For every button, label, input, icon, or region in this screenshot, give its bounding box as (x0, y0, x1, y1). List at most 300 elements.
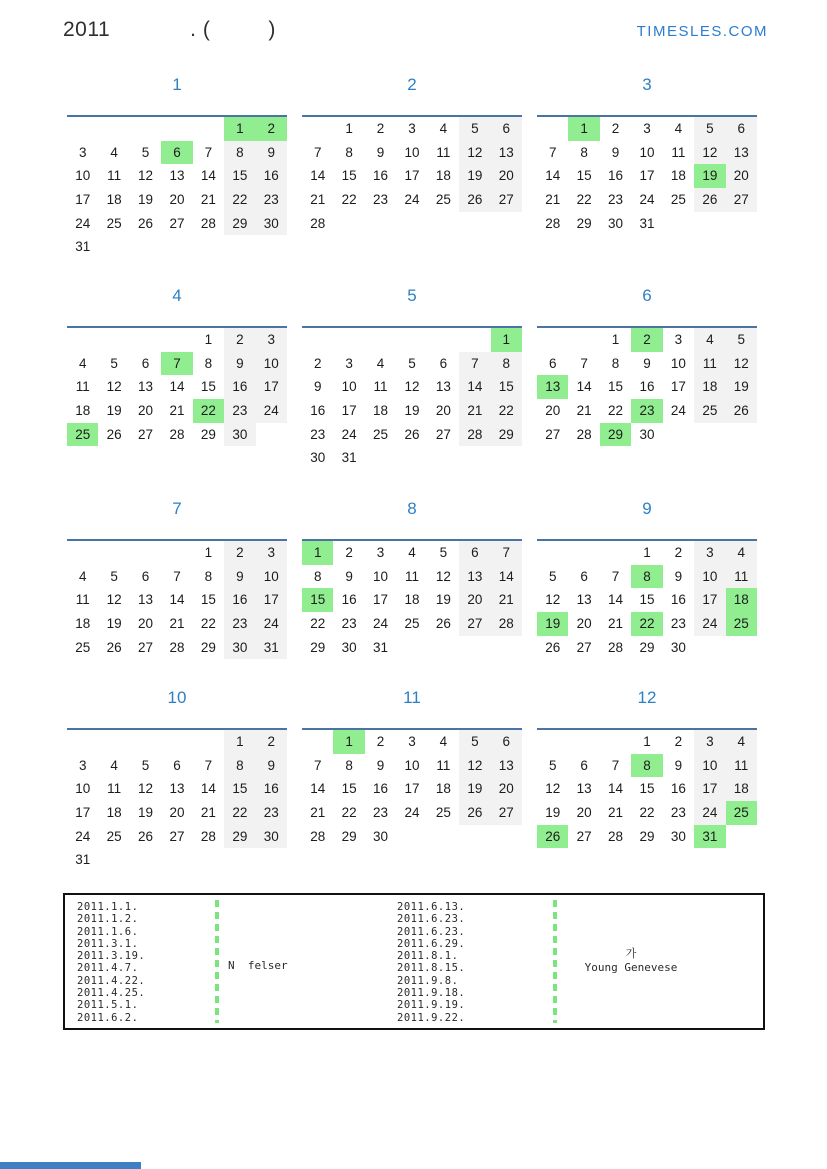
empty-cell (67, 730, 98, 754)
day-cell: 29 (600, 423, 631, 447)
day-cell: 23 (256, 188, 287, 212)
day-cell: 2 (631, 328, 662, 352)
day-cell: 20 (459, 588, 490, 612)
day-cell: 15 (639, 592, 655, 608)
day-cell: 4 (674, 121, 683, 136)
month-block-9 (537, 496, 757, 659)
day-cell: 12 (545, 592, 561, 608)
empty-cell (600, 541, 631, 565)
day-cell: 21 (200, 192, 216, 208)
day-cell: 5 (141, 144, 150, 160)
day-cell: 6 (491, 117, 522, 141)
empty-cell (98, 235, 129, 259)
day-cell: 5 (141, 757, 150, 773)
day-cell: 15 (302, 588, 333, 612)
day-cell: 23 (373, 192, 389, 208)
day-cell: 3 (78, 757, 87, 773)
day-cell: 23 (373, 805, 389, 821)
day-cell: 4 (78, 568, 87, 584)
day-cell: 2 (256, 117, 287, 141)
month-table (302, 728, 522, 848)
day-cell: 14 (608, 592, 624, 608)
day-cell: 18 (106, 805, 122, 821)
day-cell: 2 (611, 121, 620, 136)
day-cell: 24 (75, 215, 91, 231)
day-cell: 28 (310, 828, 326, 844)
day-cell: 7 (580, 355, 588, 371)
legend-label-right (561, 947, 701, 974)
day-cell: 3 (408, 121, 416, 136)
day-cell: 11 (436, 757, 451, 773)
day-cell: 24 (694, 612, 725, 636)
empty-cell (161, 117, 192, 141)
day-cell: 15 (341, 168, 357, 184)
day-cell: 14 (608, 781, 624, 797)
empty-cell (568, 730, 599, 754)
day-cell: 28 (200, 828, 216, 844)
day-cell: 30 (608, 215, 624, 231)
empty-cell (537, 117, 568, 141)
day-cell: 10 (694, 565, 725, 589)
legend-dashed-divider-left (215, 900, 219, 1023)
day-cell: 16 (256, 164, 287, 188)
month-title: 11 (403, 688, 421, 707)
day-cell: 30 (256, 825, 287, 849)
day-cell: 1 (302, 541, 333, 565)
day-cell: 30 (256, 212, 287, 236)
year-label: 2011 (63, 18, 111, 41)
day-cell: 18 (75, 616, 91, 632)
legend-date-line: 2011.8.1. (397, 950, 459, 963)
day-cell: 11 (107, 168, 122, 184)
day-cell: 18 (106, 192, 122, 208)
empty-cell (224, 235, 255, 259)
day-cell: 14 (545, 168, 561, 184)
empty-cell (302, 328, 333, 352)
day-cell: 22 (491, 399, 522, 423)
day-cell: 3 (643, 121, 651, 136)
empty-cell (130, 730, 161, 754)
day-cell: 11 (75, 592, 90, 608)
day-cell: 14 (169, 592, 185, 608)
day-cell: 21 (169, 616, 185, 632)
empty-cell (98, 730, 129, 754)
day-cell: 18 (694, 375, 725, 399)
day-cell: 5 (548, 757, 557, 773)
day-cell: 4 (78, 355, 87, 371)
day-cell: 23 (608, 192, 624, 208)
day-cell: 30 (224, 423, 255, 447)
day-cell: 24 (404, 805, 420, 821)
month-table (67, 115, 287, 259)
day-cell: 1 (611, 332, 620, 347)
empty-cell (396, 636, 427, 660)
day-cell: 5 (408, 355, 416, 371)
day-cell: 19 (138, 805, 154, 821)
empty-cell (161, 541, 192, 565)
day-cell: 22 (224, 188, 255, 212)
empty-cell (161, 730, 192, 754)
day-cell: 26 (138, 215, 154, 231)
legend-date-line: 2011.9.18. (397, 987, 466, 1000)
day-cell: 14 (459, 375, 490, 399)
day-cell: 20 (435, 403, 451, 419)
day-cell: 10 (694, 754, 725, 778)
day-cell: 9 (674, 757, 683, 773)
day-cell: 5 (110, 355, 118, 371)
day-cell: 1 (345, 121, 353, 136)
day-cell: 15 (200, 379, 216, 395)
month-block-12 (537, 685, 757, 848)
day-cell: 17 (256, 375, 287, 399)
day-cell: 10 (373, 568, 389, 584)
day-cell: 19 (537, 612, 568, 636)
day-cell: 24 (341, 426, 357, 442)
day-cell: 4 (439, 121, 448, 136)
day-cell: 13 (138, 379, 154, 395)
empty-cell (224, 848, 255, 872)
day-cell: 8 (204, 355, 213, 371)
legend-date-line: 2011.6.29. (397, 937, 466, 950)
day-cell: 14 (491, 565, 522, 589)
empty-cell (365, 328, 396, 352)
empty-cell (302, 117, 333, 141)
legend-date-line: 2011.3.1. (77, 937, 139, 950)
day-cell: 10 (75, 781, 91, 797)
day-cell: 27 (138, 426, 154, 442)
day-cell: 7 (313, 757, 322, 773)
day-cell: 24 (694, 801, 725, 825)
day-cell: 1 (204, 545, 213, 560)
day-cell: 21 (608, 616, 624, 632)
day-cell: 18 (404, 592, 420, 608)
day-cell: 3 (78, 144, 87, 160)
month-table (67, 728, 287, 872)
day-cell: 26 (404, 426, 420, 442)
day-cell: 21 (545, 192, 561, 208)
day-cell: 9 (643, 355, 651, 371)
legend-date-line: 2011.6.13. (397, 901, 466, 913)
day-cell: 12 (545, 781, 561, 797)
month-block-11 (302, 685, 522, 848)
day-cell: 26 (138, 828, 154, 844)
day-cell: 25 (435, 805, 451, 821)
day-cell: 16 (224, 375, 255, 399)
day-cell: 24 (670, 403, 686, 419)
day-cell: 14 (310, 168, 326, 184)
day-cell: 7 (491, 541, 522, 565)
empty-cell (459, 446, 490, 470)
day-cell: 8 (224, 754, 255, 778)
day-cell: 20 (545, 403, 561, 419)
day-cell: 17 (75, 192, 91, 208)
day-cell: 11 (75, 379, 90, 395)
day-cell: 25 (670, 192, 686, 208)
empty-cell (600, 730, 631, 754)
day-cell: 14 (310, 781, 326, 797)
month-title: 7 (172, 499, 182, 518)
day-cell: 28 (310, 215, 326, 231)
month-block-5 (302, 283, 522, 470)
empty-cell (67, 541, 98, 565)
day-cell: 23 (224, 612, 255, 636)
day-cell: 12 (459, 141, 490, 165)
day-cell: 19 (545, 805, 561, 821)
day-cell: 22 (193, 399, 224, 423)
day-cell: 6 (141, 568, 150, 584)
day-cell: 23 (631, 399, 662, 423)
day-cell: 7 (611, 757, 620, 773)
empty-cell (568, 328, 599, 352)
day-cell: 19 (106, 616, 122, 632)
empty-cell (193, 730, 224, 754)
day-cell: 31 (75, 239, 91, 255)
day-cell: 15 (200, 592, 216, 608)
day-cell: 3 (408, 734, 416, 749)
day-cell: 13 (491, 141, 522, 165)
legend-date-line: 2011.1.6. (77, 925, 139, 938)
day-cell: 3 (256, 541, 287, 565)
day-cell: 20 (491, 777, 522, 801)
day-cell: 17 (373, 592, 389, 608)
empty-cell (568, 541, 599, 565)
day-cell: 31 (341, 450, 357, 466)
day-cell: 6 (173, 757, 181, 773)
day-cell: 11 (373, 379, 388, 395)
day-cell: 30 (670, 828, 686, 844)
day-cell: 5 (110, 568, 118, 584)
day-cell: 12 (138, 781, 154, 797)
day-cell: 21 (576, 403, 592, 419)
day-cell: 26 (545, 639, 561, 655)
day-cell: 18 (435, 781, 451, 797)
day-cell: 26 (106, 426, 122, 442)
month-title: 3 (642, 75, 652, 94)
day-cell: 24 (256, 612, 287, 636)
day-cell: 7 (459, 352, 490, 376)
timesles-logo-link[interactable]: TIMESLES.COM (636, 23, 768, 40)
day-cell: 9 (674, 568, 683, 584)
day-cell: 16 (373, 781, 389, 797)
month-block-2 (302, 72, 522, 235)
empty-cell (694, 636, 725, 660)
day-cell: 26 (694, 188, 725, 212)
empty-cell (333, 212, 364, 236)
day-cell: 18 (726, 588, 757, 612)
day-cell: 5 (439, 545, 448, 560)
empty-cell (491, 636, 522, 660)
empty-cell (491, 825, 522, 849)
day-cell: 24 (639, 192, 655, 208)
empty-cell (98, 848, 129, 872)
month-table (302, 115, 522, 235)
day-cell: 13 (491, 754, 522, 778)
day-cell: 22 (200, 616, 216, 632)
day-cell: 14 (576, 379, 592, 395)
day-cell: 20 (169, 192, 185, 208)
day-cell: 3 (345, 355, 353, 371)
month-title: 6 (642, 286, 652, 305)
month-title: 10 (167, 688, 187, 707)
legend-date-line: 2011.9.8. (397, 974, 459, 987)
day-cell: 10 (404, 757, 420, 773)
day-cell: 6 (491, 730, 522, 754)
day-cell: 1 (643, 734, 651, 749)
day-cell: 7 (204, 757, 213, 773)
day-cell: 13 (459, 565, 490, 589)
day-cell: 10 (639, 144, 655, 160)
day-cell: 6 (548, 355, 557, 371)
day-cell: 31 (639, 215, 655, 231)
day-cell: 27 (491, 801, 522, 825)
day-cell: 3 (256, 328, 287, 352)
month-table (537, 728, 757, 848)
month-block-6 (537, 283, 757, 446)
empty-cell (491, 446, 522, 470)
day-cell: 19 (138, 192, 154, 208)
day-cell: 7 (173, 568, 181, 584)
day-cell: 17 (341, 403, 357, 419)
day-cell: 16 (608, 168, 624, 184)
day-cell: 27 (726, 188, 757, 212)
day-cell: 12 (138, 168, 154, 184)
day-cell: 15 (576, 168, 592, 184)
day-cell: 16 (670, 592, 686, 608)
day-cell: 6 (726, 117, 757, 141)
day-cell: 29 (200, 639, 216, 655)
legend-label-left: N felser (228, 959, 288, 972)
day-cell: 20 (138, 403, 154, 419)
title-close-paren: ) (268, 18, 276, 41)
day-cell: 4 (726, 730, 757, 754)
legend-date-line: 2011.9.19. (397, 999, 466, 1012)
day-cell: 15 (341, 781, 357, 797)
empty-cell (396, 328, 427, 352)
empty-cell (193, 848, 224, 872)
day-cell: 28 (608, 639, 624, 655)
day-cell: 12 (106, 379, 122, 395)
day-cell: 18 (75, 403, 91, 419)
empty-cell (130, 328, 161, 352)
day-cell: 20 (491, 164, 522, 188)
day-cell: 10 (404, 144, 420, 160)
day-cell: 6 (580, 757, 588, 773)
day-cell: 9 (376, 757, 385, 773)
day-cell: 5 (459, 730, 490, 754)
day-cell: 8 (631, 754, 662, 778)
day-cell: 30 (341, 639, 357, 655)
day-cell: 10 (256, 565, 287, 589)
day-cell: 12 (106, 592, 122, 608)
day-cell: 3 (694, 541, 725, 565)
day-cell: 30 (373, 828, 389, 844)
day-cell: 26 (537, 825, 568, 849)
day-cell: 22 (576, 192, 592, 208)
legend-label-right-line2: Young Genevese (584, 960, 678, 974)
empty-cell (726, 212, 757, 236)
month-block-7 (67, 496, 287, 659)
day-cell: 17 (670, 379, 686, 395)
day-cell: 14 (200, 781, 216, 797)
day-cell: 7 (313, 144, 322, 160)
day-cell: 13 (138, 592, 154, 608)
day-cell: 10 (256, 352, 287, 376)
month-table (67, 326, 287, 446)
empty-cell (428, 825, 459, 849)
day-cell: 29 (639, 828, 655, 844)
empty-cell (365, 446, 396, 470)
day-cell: 3 (376, 545, 385, 560)
empty-cell (428, 212, 459, 236)
day-cell: 22 (631, 612, 662, 636)
day-cell: 2 (224, 541, 255, 565)
day-cell: 8 (204, 568, 213, 584)
day-cell: 15 (491, 375, 522, 399)
day-cell: 1 (333, 730, 364, 754)
day-cell: 12 (726, 352, 757, 376)
empty-cell (98, 117, 129, 141)
legend-date-line: 2011.3.19. (77, 950, 146, 963)
empty-cell (491, 212, 522, 236)
day-cell: 31 (373, 639, 389, 655)
empty-cell (365, 212, 396, 236)
day-cell: 12 (459, 754, 490, 778)
day-cell: 19 (106, 403, 122, 419)
day-cell: 17 (694, 777, 725, 801)
day-cell: 1 (643, 545, 651, 560)
day-cell: 1 (568, 117, 599, 141)
day-cell: 26 (435, 616, 451, 632)
empty-cell (130, 541, 161, 565)
empty-cell (726, 636, 757, 660)
day-cell: 21 (491, 588, 522, 612)
day-cell: 4 (110, 757, 118, 773)
legend-date-line: 2011.4.7. (77, 962, 139, 975)
empty-cell (333, 328, 364, 352)
empty-cell (67, 117, 98, 141)
day-cell: 5 (459, 117, 490, 141)
day-cell: 22 (608, 403, 624, 419)
day-cell: 16 (373, 168, 389, 184)
day-cell: 27 (169, 215, 185, 231)
day-cell: 5 (694, 117, 725, 141)
day-cell: 25 (404, 616, 420, 632)
month-block-8 (302, 496, 522, 659)
day-cell: 4 (110, 144, 118, 160)
empty-cell (256, 423, 287, 447)
day-cell: 12 (694, 141, 725, 165)
day-cell: 25 (67, 423, 98, 447)
empty-cell (428, 446, 459, 470)
month-title: 12 (637, 688, 657, 707)
day-cell: 20 (138, 616, 154, 632)
empty-cell (98, 328, 129, 352)
day-cell: 2 (224, 328, 255, 352)
day-cell: 2 (345, 545, 353, 560)
day-cell: 9 (376, 144, 385, 160)
day-cell: 24 (256, 399, 287, 423)
empty-cell (663, 212, 694, 236)
month-title: 5 (407, 286, 417, 305)
empty-cell (161, 328, 192, 352)
day-cell: 7 (611, 568, 620, 584)
day-cell: 22 (639, 805, 655, 821)
day-cell: 1 (224, 117, 255, 141)
empty-cell (161, 235, 192, 259)
day-cell: 24 (75, 828, 91, 844)
day-cell: 11 (726, 565, 757, 589)
day-cell: 9 (256, 754, 287, 778)
